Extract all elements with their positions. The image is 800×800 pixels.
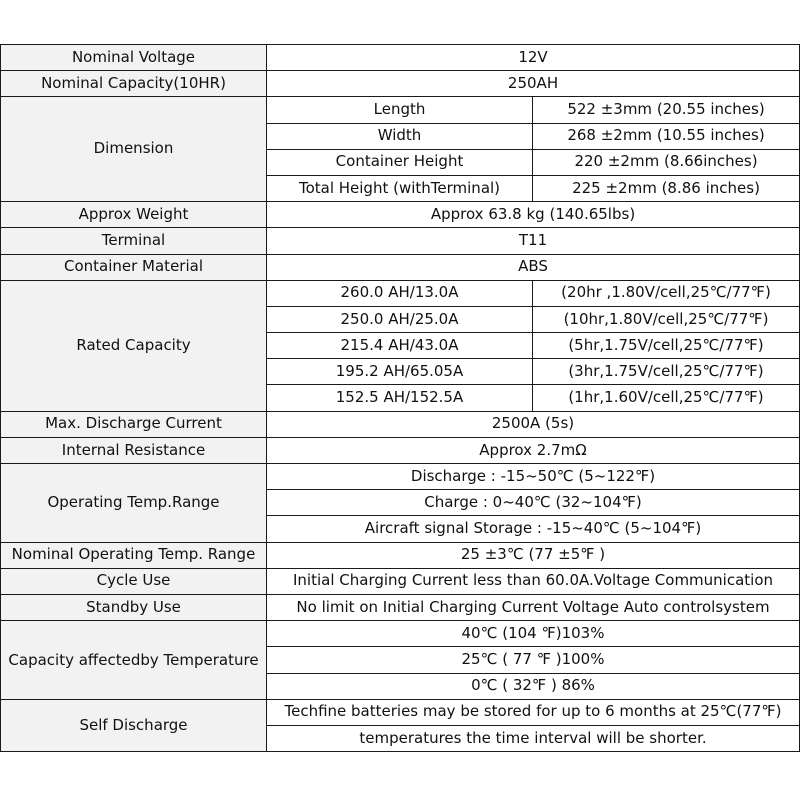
battery-spec-table [0,44,800,752]
rated-capacity-condition: (20hr ,1.80V/cell,25℃/77℉) [533,280,800,306]
internal-resistance-label: Internal Resistance [1,437,267,463]
length-value: 522 ±3mm (20.55 inches) [533,97,800,123]
approx-weight-label: Approx Weight [1,202,267,228]
table-row [1,45,800,71]
max-discharge-label: Max. Discharge Current [1,411,267,437]
rated-capacity-value: 195.2 AH/65.05A [267,359,533,385]
dimension-label: Dimension [1,97,267,202]
approx-weight-value: Approx 63.8 kg (140.65lbs) [267,202,800,228]
total-height-label: Total Height (withTerminal) [267,175,533,201]
width-value: 268 ±2mm (10.55 inches) [533,123,800,149]
table-row [1,594,800,620]
rated-capacity-condition: (3hr,1.75V/cell,25℃/77℉) [533,359,800,385]
rated-capacity-value: 215.4 AH/43.0A [267,333,533,359]
capacity-temp-value: 0℃ ( 32℉ ) 86% [267,673,800,699]
table-row [1,71,800,97]
rated-capacity-value: 250.0 AH/25.0A [267,306,533,332]
rated-capacity-value: 152.5 AH/152.5A [267,385,533,411]
container-material-value: ABS [267,254,800,280]
capacity-temp-value: 40℃ (104 ℉)103% [267,621,800,647]
table-row [1,568,800,594]
standby-use-value: No limit on Initial Charging Current Voltage Auto controlsystem [267,594,800,620]
nominal-operating-temp-label: Nominal Operating Temp. Range [1,542,267,568]
table-row [1,621,800,647]
standby-use-label: Standby Use [1,594,267,620]
capacity-temperature-label: Capacity affectedby Temperature [1,621,267,700]
nominal-voltage-value: 12V [267,45,800,71]
container-material-label: Container Material [1,254,267,280]
table-row [1,542,800,568]
table-row [1,254,800,280]
discharge-temp-value: Discharge : -15~50℃ (5~122℉) [267,464,800,490]
cycle-use-value: Initial Charging Current less than 60.0A.Voltage Communication [267,568,800,594]
storage-temp-value: Aircraft signal Storage : -15~40℃ (5~104℉) [267,516,800,542]
table-row [1,437,800,463]
rated-capacity-label: Rated Capacity [1,280,267,411]
table-row [1,228,800,254]
nominal-voltage-label: Nominal Voltage [1,45,267,71]
total-height-value: 225 ±2mm (8.86 inches) [533,175,800,201]
nominal-operating-temp-value: 25 ±3℃ (77 ±5℉ ) [267,542,800,568]
charge-temp-value: Charge : 0~40℃ (32~104℉) [267,490,800,516]
container-height-value: 220 ±2mm (8.66inches) [533,149,800,175]
rated-capacity-value: 260.0 AH/13.0A [267,280,533,306]
length-label: Length [267,97,533,123]
max-discharge-value: 2500A (5s) [267,411,800,437]
terminal-label: Terminal [1,228,267,254]
nominal-capacity-value: 250AH [267,71,800,97]
table-row [1,202,800,228]
self-discharge-text: temperatures the time interval will be shorter. [267,725,800,751]
terminal-value: T11 [267,228,800,254]
operating-temp-label: Operating Temp.Range [1,464,267,543]
cycle-use-label: Cycle Use [1,568,267,594]
table-row [1,280,800,306]
rated-capacity-condition: (1hr,1.60V/cell,25℃/77℉) [533,385,800,411]
width-label: Width [267,123,533,149]
rated-capacity-condition: (10hr,1.80V/cell,25℃/77℉) [533,306,800,332]
container-height-label: Container Height [267,149,533,175]
table-row [1,464,800,490]
table-row [1,97,800,123]
rated-capacity-condition: (5hr,1.75V/cell,25℃/77℉) [533,333,800,359]
self-discharge-label: Self Discharge [1,699,267,751]
nominal-capacity-label: Nominal Capacity(10HR) [1,71,267,97]
table-row [1,411,800,437]
self-discharge-text: Techfine batteries may be stored for up to 6 months at 25℃(77℉) [267,699,800,725]
capacity-temp-value: 25℃ ( 77 ℉ )100% [267,647,800,673]
internal-resistance-value: Approx 2.7mΩ [267,437,800,463]
table-row [1,699,800,725]
